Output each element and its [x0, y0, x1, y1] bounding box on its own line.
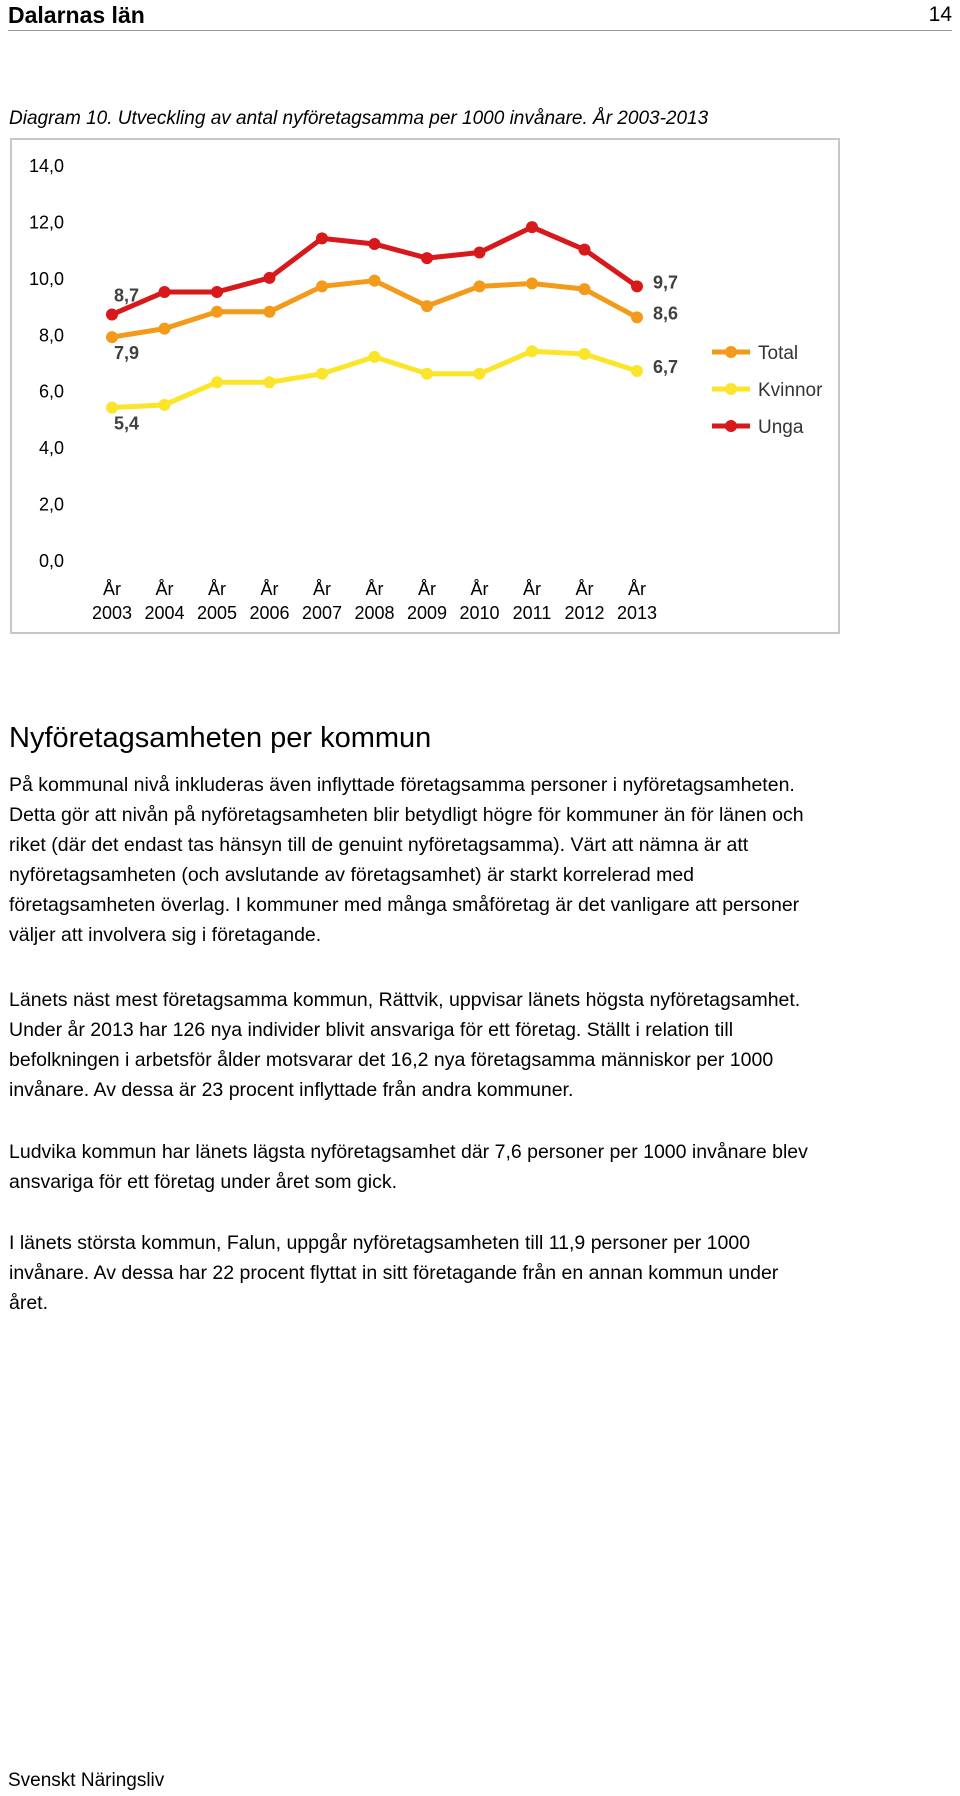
legend-label-unga: Unga [758, 417, 804, 438]
text-line: Ludvika kommun har länets lägsta nyföretagsamhet där 7,6 personer per 1000 invånare blev [9, 1141, 808, 1163]
text-line: nyföretagsamheten (och avslutande av företagsamhet) är starkt korrelerad med [9, 864, 695, 886]
data-label: 6,7 [653, 356, 679, 377]
data-point-kvinnor [264, 376, 276, 388]
data-point-kvinnor [579, 348, 591, 360]
x-tick-label: År 2003 [91, 579, 133, 623]
text-line: företagsamheten överlag. I kommuner med många småföretag är det vanligare att personer [9, 894, 800, 916]
chart-canvas [12, 140, 838, 632]
y-tick-label: 6,0 [38, 381, 64, 402]
data-point-unga [211, 286, 223, 298]
data-point-kvinnor [369, 351, 381, 363]
data-point-unga [421, 252, 433, 264]
data-point-total [264, 306, 276, 318]
x-tick-label: År 2006 [249, 579, 290, 623]
data-label: 8,6 [653, 303, 679, 324]
text-line: På kommunal nivå inkluderas även inflyttade företagsamma personer i nyföretagsamheten. [9, 774, 795, 796]
text-line: riket (där det endast tas hänsyn till de genuint nyföretagsamma). Värt att nämna är att [9, 834, 749, 856]
data-point-unga [526, 221, 538, 233]
legend-marker-kvinnor [725, 383, 737, 395]
data-point-unga [474, 246, 486, 258]
y-tick-label: 12,0 [28, 212, 64, 233]
x-tick-label: År 2009 [406, 579, 448, 623]
x-tick-label: År 2008 [354, 579, 395, 623]
data-point-total [474, 280, 486, 292]
data-point-kvinnor [106, 402, 118, 414]
data-point-total [631, 311, 643, 323]
data-point-total [421, 300, 433, 312]
legend-marker-total [725, 346, 737, 358]
data-point-total [579, 283, 591, 295]
data-point-kvinnor [211, 376, 223, 388]
data-point-kvinnor [421, 368, 433, 380]
text-line: befolkningen i arbetsför ålder motsvarar det 16,2 nya företagsamma människor per 1000 [9, 1049, 774, 1071]
data-point-unga [264, 272, 276, 284]
text-line: invånare. Av dessa har 22 procent flyttat in sitt företagande från en annan kommun under [9, 1262, 779, 1284]
y-tick-label: 10,0 [28, 268, 64, 289]
data-point-total [526, 278, 538, 290]
data-point-unga [159, 286, 171, 298]
series-line-total [112, 281, 637, 337]
data-point-total [159, 323, 171, 335]
text-line: året. [9, 1292, 49, 1314]
x-tick-label: År 2005 [196, 579, 238, 623]
data-point-unga [106, 309, 118, 321]
text-line: Under år 2013 har 126 nya individer blivit ansvariga för ett företag. Ställt i relation till [9, 1019, 734, 1041]
page-number: 14 [928, 3, 952, 26]
text-line: I länets största kommun, Falun, uppgår nyföretagsamheten till 11,9 personer per 1000 [9, 1232, 751, 1254]
data-point-unga [316, 232, 328, 244]
legend-marker-unga [725, 420, 737, 432]
data-label: 7,9 [114, 343, 140, 364]
text-line: väljer att involvera sig i företagande. [9, 924, 322, 946]
y-tick-label: 0,0 [38, 551, 64, 571]
paragraph-2 [9, 985, 953, 1105]
text-line: Länets näst mest företagsamma kommun, Rättvik, uppvisar länets högsta nyföretagsamhet. [9, 989, 801, 1011]
data-point-total [369, 275, 381, 287]
y-tick-label: 2,0 [38, 494, 64, 515]
text-line: invånare. Av dessa är 23 procent inflyttade från andra kommuner. [9, 1079, 574, 1101]
data-point-total [211, 306, 223, 318]
section-title: Nyföretagsamheten per kommun [9, 722, 432, 754]
data-point-kvinnor [474, 368, 486, 380]
x-tick-label: År 2013 [616, 579, 658, 623]
text-line: Detta gör att nivån på nyföretagsamheten blir betydligt högre för kommuner än för länen och [9, 804, 804, 826]
y-tick-label: 14,0 [28, 156, 64, 176]
x-tick-label: År 2007 [301, 579, 343, 623]
footer-brand: Svenskt Näringsliv [8, 1770, 165, 1791]
text-line: ansvariga för ett företag under året som gick. [9, 1171, 398, 1193]
data-label: 9,7 [653, 272, 679, 293]
data-point-total [106, 331, 118, 343]
data-label: 8,7 [114, 285, 140, 306]
x-tick-label: År 2010 [459, 579, 500, 623]
data-point-kvinnor [526, 345, 538, 357]
data-point-kvinnor [631, 365, 643, 377]
data-point-unga [579, 244, 591, 256]
document-title: Dalarnas län [8, 1, 145, 28]
data-point-kvinnor [316, 368, 328, 380]
y-tick-label: 8,0 [38, 325, 64, 346]
paragraph-3 [9, 1137, 953, 1197]
chart-caption: Diagram 10. Utveckling av antal nyföretagsamma per 1000 invånare. År 2003-2013 [9, 108, 709, 129]
paragraph-4 [9, 1228, 953, 1318]
x-tick-label: År 2004 [144, 579, 185, 623]
data-point-kvinnor [159, 399, 171, 411]
x-tick-label: År 2011 [512, 579, 552, 623]
data-point-unga [631, 280, 643, 292]
legend-label-kvinnor: Kvinnor [758, 380, 823, 401]
data-point-total [316, 280, 328, 292]
x-tick-label: År 2012 [564, 579, 605, 623]
paragraph-1 [9, 770, 953, 950]
page-header [8, 0, 952, 31]
data-label: 5,4 [114, 413, 140, 434]
legend-label-total: Total [758, 343, 799, 364]
line-chart [10, 138, 840, 634]
y-tick-label: 4,0 [38, 438, 64, 459]
data-point-unga [369, 238, 381, 250]
